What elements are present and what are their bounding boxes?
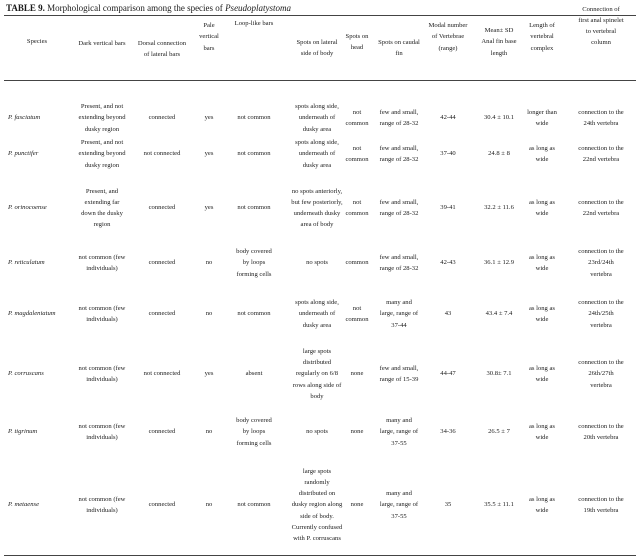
table-cell: connected — [148, 310, 176, 318]
table-cell: few and small, range of 28-32 — [379, 144, 419, 163]
table-cell: no — [205, 310, 213, 318]
column-header: Pale vertical bars — [199, 22, 219, 52]
table-cell: 37-40 — [440, 150, 456, 158]
species-name: P. metaense — [8, 501, 40, 509]
table-cell: yes — [204, 150, 214, 158]
species-name: P. orinocoense — [8, 204, 47, 212]
table-cell: 35.5 ± 11.1 — [484, 501, 514, 509]
species-name: P. tigrinum — [8, 428, 38, 436]
table-cell: 36.1 ± 12.9 — [484, 259, 514, 267]
table-cell: no — [205, 428, 213, 436]
table-cell: not common — [345, 198, 369, 217]
table-cell: no spots — [306, 428, 328, 436]
table-cell: body covered by loops forming cells — [236, 417, 272, 447]
table-cell: 35 — [444, 501, 452, 509]
table-cell: not connected — [143, 370, 181, 378]
table-cell: connected — [148, 114, 176, 122]
table-cell: no spots — [306, 259, 328, 267]
table-cell: yes — [204, 114, 214, 122]
table-cell: large spots randomly distributed on dusky region along side of body. Currently confused with P. corruscans — [291, 467, 343, 543]
species-name: P. magdaleniatum — [8, 310, 56, 318]
table-cell: many and large, range of 37-55 — [379, 417, 419, 447]
table-cell: not common (few individuals) — [78, 364, 126, 383]
table-cell: 30.4 ± 10.1 — [484, 114, 514, 122]
table-cell: few and small, range of 28-32 — [379, 108, 419, 127]
table-cell: as long as wide — [528, 198, 555, 217]
table-cell: 43 — [444, 310, 452, 318]
column-header: Loop-like bars — [234, 20, 274, 28]
table-label: TABLE 9. — [6, 3, 45, 13]
table-cell: not common — [345, 304, 369, 323]
table-cell: Present, and extending far down the dusky region — [81, 187, 123, 229]
table-cell: absent — [245, 370, 263, 378]
table-cell: connection to the 19th vertebra — [578, 495, 624, 514]
table-cell: connection to the 26th/27th vertebra — [578, 359, 624, 389]
table-cell: not common — [237, 114, 271, 122]
column-header: Spots on lateral side of body — [296, 38, 338, 57]
table-cell: connected — [148, 259, 176, 267]
table-cell: not common — [345, 108, 369, 127]
table-cell: common — [345, 259, 369, 267]
table-cell: longer than wide — [527, 108, 557, 127]
table-cell: not common — [237, 501, 271, 509]
table-cell: 44-47 — [440, 370, 456, 378]
table-cell: not common — [237, 150, 271, 158]
table-cell: connection to the 22nd vertebra — [578, 144, 624, 163]
table-cell: as long as wide — [528, 422, 555, 441]
table-cell: none — [350, 370, 364, 378]
table-cell: connection to the 24th/25th vertebra — [578, 299, 624, 329]
table-cell: yes — [204, 204, 214, 212]
column-header: Spots on caudal fin — [378, 38, 420, 57]
top-rule — [4, 15, 636, 16]
header-rule — [4, 80, 636, 81]
table-cell: connection to the 20th vertebra — [578, 422, 624, 441]
table-cell: spots along side, underneath of dusky area — [295, 299, 339, 329]
bottom-rule — [4, 555, 636, 556]
species-name: P. reticulatum — [8, 259, 45, 267]
table-cell: connection to the 23rd/24th vertebra — [578, 248, 624, 278]
table-cell: none — [350, 428, 364, 436]
table-cell: 30.8± 7.1 — [486, 370, 512, 378]
caption-text: Morphological comparison among the species of — [47, 3, 223, 13]
species-name: P. fasciatum — [8, 114, 41, 122]
caption-genus: Pseudoplatystoma — [225, 3, 292, 13]
column-header: Length of vertebral complex — [529, 22, 555, 52]
table-cell: many and large, range of 37-55 — [379, 490, 419, 520]
table-cell: no — [205, 259, 213, 267]
table-cell: 42-43 — [440, 259, 456, 267]
table-cell: few and small, range of 28-32 — [379, 198, 419, 217]
column-header: Modal number of Vertebrae (range) — [428, 22, 468, 52]
table-cell: not common — [237, 310, 271, 318]
table-cell: Present, and not extending beyond dusky region — [78, 103, 126, 133]
table-cell: body covered by loops forming cells — [236, 248, 272, 278]
table-cell: not common (few individuals) — [78, 304, 126, 323]
table-cell: as long as wide — [528, 304, 555, 323]
table-caption — [6, 3, 291, 13]
table-cell: few and small, range of 28-32 — [379, 253, 419, 272]
table-cell: not connected — [143, 150, 181, 158]
table-cell: as long as wide — [528, 364, 555, 383]
table-cell: 32.2 ± 11.6 — [484, 204, 514, 212]
table-cell: 26.5 ± 7 — [488, 428, 510, 436]
table-cell: connected — [148, 428, 176, 436]
table-cell: not common — [237, 204, 271, 212]
table-cell: 34-36 — [440, 428, 456, 436]
table-cell: yes — [204, 370, 214, 378]
table-cell: many and large, range of 37-44 — [379, 299, 419, 329]
table-cell: as long as wide — [528, 495, 555, 514]
column-header: Species — [26, 38, 48, 46]
column-header: Dorsal connection of lateral bars — [137, 39, 187, 58]
species-name: P. punctifer — [8, 150, 39, 158]
table-cell: connected — [148, 501, 176, 509]
table-cell: not common (few individuals) — [78, 422, 126, 441]
table-cell: no — [205, 501, 213, 509]
table-cell: connected — [148, 204, 176, 212]
column-header: Spots on head — [345, 32, 369, 51]
table-cell: none — [350, 501, 364, 509]
table-cell: connection to the 24th vertebra — [578, 108, 624, 127]
table-cell: not common — [345, 144, 369, 163]
table-cell: not common (few individuals) — [78, 253, 126, 272]
column-header: Mean± SD Anal fin base length — [481, 27, 517, 57]
table-cell: spots along side, underneath of dusky area — [295, 103, 339, 133]
table-cell: 43.4 ± 7.4 — [485, 310, 513, 318]
table-cell: no spots anteriorly, but few posteriorly, underneath dusky area of body — [291, 187, 343, 229]
table-cell: spots along side, underneath of dusky area — [295, 139, 339, 169]
table-cell: connection to the 22nd vertebra — [578, 198, 624, 217]
table-cell: as long as wide — [528, 144, 555, 163]
table-cell: 24.8 ± 8 — [488, 150, 510, 158]
table-cell: large spots distributed regularly on 6/8 rows along side of body — [292, 348, 342, 400]
table-cell: 42-44 — [440, 114, 456, 122]
table-cell: few and small, range of 15-39 — [379, 364, 419, 383]
table-cell: 39-41 — [440, 204, 456, 212]
species-name: P. corruscans — [8, 370, 44, 378]
table-cell: as long as wide — [528, 253, 555, 272]
table-cell: not common (few individuals) — [78, 495, 126, 514]
column-header: Dark vertical bars — [78, 40, 126, 48]
table-cell: Present, and not extending beyond dusky region — [78, 139, 126, 169]
column-header: Connection of first anal spinelet to vertebral column — [578, 5, 624, 47]
